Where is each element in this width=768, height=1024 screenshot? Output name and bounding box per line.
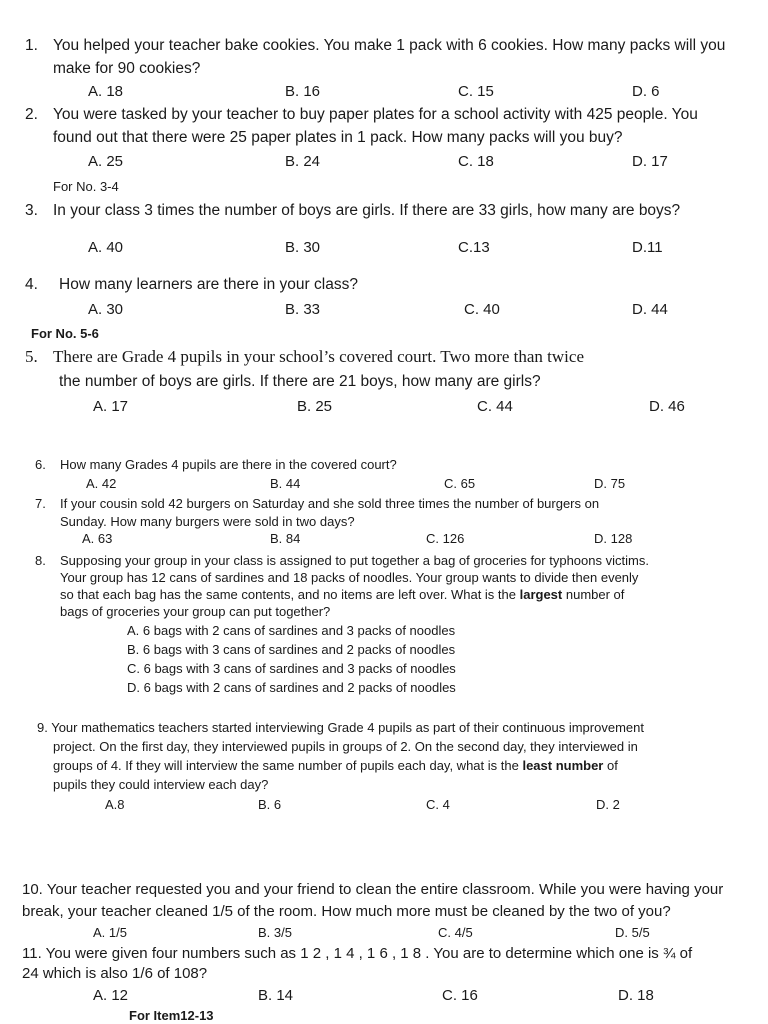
question-1-choice-a: A. 18 — [88, 83, 124, 100]
question-11-choice-c: C. 16 — [442, 987, 478, 1004]
question-3-choice-c: C.13 — [458, 239, 490, 256]
question-2-text: You were tasked by your teacher to buy paper plates for a school activity with 425 people. You — [53, 106, 698, 123]
question-4-choice-c: C. 40 — [464, 301, 500, 318]
question-1-text: You helped your teacher bake cookies. You make 1 pack with 6 cookies. How many packs will you — [53, 37, 726, 54]
question-9-choice-d: D. 2 — [596, 797, 620, 812]
question-3-choice-d: D.11 — [632, 239, 663, 256]
question-7-choice-c: C. 126 — [426, 531, 465, 546]
question-11-text: 24 which is also 1/6 of 108? — [22, 965, 208, 982]
question-5-choice-d: D. 46 — [649, 398, 685, 415]
question-4-choice-a: A. 30 — [88, 301, 124, 318]
question-1-choice-c: C. 15 — [458, 83, 494, 100]
question-1-choice-d: D. 6 — [632, 83, 660, 100]
question-6-choice-d: D. 75 — [594, 476, 626, 491]
question-5-choice-b: B. 25 — [297, 398, 333, 415]
question-10-text: 10. Your teacher requested you and your friend to clean the entire classroom. While you were having your — [22, 881, 724, 898]
question-7-choice-b: B. 84 — [270, 531, 301, 546]
question-2-choice-a: A. 25 — [88, 153, 124, 170]
question-6-choice-b: B. 44 — [270, 476, 301, 491]
question-2-choice-d: D. 17 — [632, 153, 668, 170]
question-4-number: 4. — [25, 276, 38, 293]
question-10-choice-a: A. 1/5 — [93, 925, 127, 940]
question-9-text: pupils they could interview each day? — [53, 777, 269, 792]
question-7-number: 7. — [35, 496, 46, 511]
question-8-emphasis: largest — [519, 587, 563, 602]
question-8-text: Supposing your group in your class is assigned to put together a bag of groceries for typhoons victims. — [60, 553, 649, 568]
question-7-choice-d: D. 128 — [594, 531, 633, 546]
question-2-text: found out that there were 25 paper plates in 1 pack. How many packs will you buy? — [53, 129, 623, 146]
question-9-text-part: groups of 4. If they will interview the same number of pupils each day, what is the — [53, 758, 523, 773]
question-8-number: 8. — [35, 553, 46, 568]
question-8-choice-d: D. 6 bags with 2 cans of sardines and 2 packs of noodles — [127, 680, 456, 695]
question-9-text: 9. Your mathematics teachers started interviewing Grade 4 pupils as part of their continuous improvement — [37, 720, 644, 735]
question-9-choice-c: C. 4 — [426, 797, 450, 812]
question-5-choice-a: A. 17 — [93, 398, 129, 415]
question-9-emphasis: least number — [522, 758, 604, 773]
question-9-text — [53, 758, 618, 773]
question-3-choice-a: A. 40 — [88, 239, 124, 256]
question-6-choice-a: A. 42 — [86, 476, 117, 491]
question-10-text: break, your teacher cleaned 1/5 of the room. How much more must be cleaned by the two of you? — [22, 903, 671, 920]
question-3-text: In your class 3 times the number of boys are girls. If there are 33 girls, how many are boys? — [53, 202, 681, 219]
question-8-choice-c: C. 6 bags with 3 cans of sardines and 3 packs of noodles — [127, 661, 456, 676]
question-8-text-part: number of — [562, 587, 625, 602]
question-11-choice-a: A. 12 — [93, 987, 129, 1004]
question-9-choice-b: B. 6 — [258, 797, 282, 812]
question-5-choice-c: C. 44 — [477, 398, 513, 415]
question-7-choice-a: A. 63 — [82, 531, 113, 546]
question-10-choice-d: D. 5/5 — [615, 925, 650, 940]
question-6-choice-c: C. 65 — [444, 476, 476, 491]
question-3-choice-b: B. 30 — [285, 239, 321, 256]
question-6-text: How many Grades 4 pupils are there in the covered court? — [60, 457, 397, 472]
question-8-text: bags of groceries your group can put together? — [60, 604, 331, 619]
question-4-text: How many learners are there in your class? — [59, 276, 358, 293]
question-1-number: 1. — [25, 37, 38, 54]
section-label-3-4: For No. 3-4 — [53, 179, 119, 194]
question-8-text-part: so that each bag has the same contents, and no items are left over. What is the — [60, 587, 520, 602]
question-7-text: If your cousin sold 42 burgers on Saturday and she sold three times the number of burgers on — [60, 496, 600, 511]
question-8-text — [60, 587, 624, 602]
question-5-text: There are Grade 4 pupils in your school’s covered court. Two more than twice — [53, 347, 584, 366]
question-4-choice-d: D. 44 — [632, 301, 668, 318]
question-11-choice-b: B. 14 — [258, 987, 294, 1004]
question-1-text: make for 90 cookies? — [53, 60, 201, 77]
question-2-choice-b: B. 24 — [285, 153, 321, 170]
question-6-number: 6. — [35, 457, 46, 472]
question-9-text-part: of — [603, 758, 618, 773]
question-5-text: the number of boys are girls. If there are 21 boys, how many are girls? — [59, 373, 541, 390]
section-label-12-13: For Item12-13 — [129, 1008, 214, 1023]
question-9-choice-a: A.8 — [105, 797, 125, 812]
question-7-text: Sunday. How many burgers were sold in two days? — [60, 514, 355, 529]
question-10-choice-b: B. 3/5 — [258, 925, 292, 940]
question-2-choice-c: C. 18 — [458, 153, 494, 170]
question-4-choice-b: B. 33 — [285, 301, 321, 318]
section-label-5-6: For No. 5-6 — [31, 326, 99, 341]
question-2-number: 2. — [25, 106, 38, 123]
question-5-number: 5. — [25, 347, 38, 366]
question-8-choice-a: A. 6 bags with 2 cans of sardines and 3 packs of noodles — [127, 623, 456, 638]
question-8-choice-b: B. 6 bags with 3 cans of sardines and 2 packs of noodles — [127, 642, 456, 657]
question-1-choice-b: B. 16 — [285, 83, 321, 100]
question-11-choice-d: D. 18 — [618, 987, 654, 1004]
question-8-text: Your group has 12 cans of sardines and 18 packs of noodles. Your group wants to divide then evenly — [60, 570, 639, 585]
question-10-choice-c: C. 4/5 — [438, 925, 473, 940]
question-9-text: project. On the first day, they interviewed pupils in groups of 2. On the second day, they interviewed in — [53, 739, 638, 754]
question-11-text: 11. You were given four numbers such as 1 2 , 1 4 , 1 6 , 1 8 . You are to determine which one is ¾ of — [22, 945, 693, 962]
question-3-number: 3. — [25, 202, 38, 219]
